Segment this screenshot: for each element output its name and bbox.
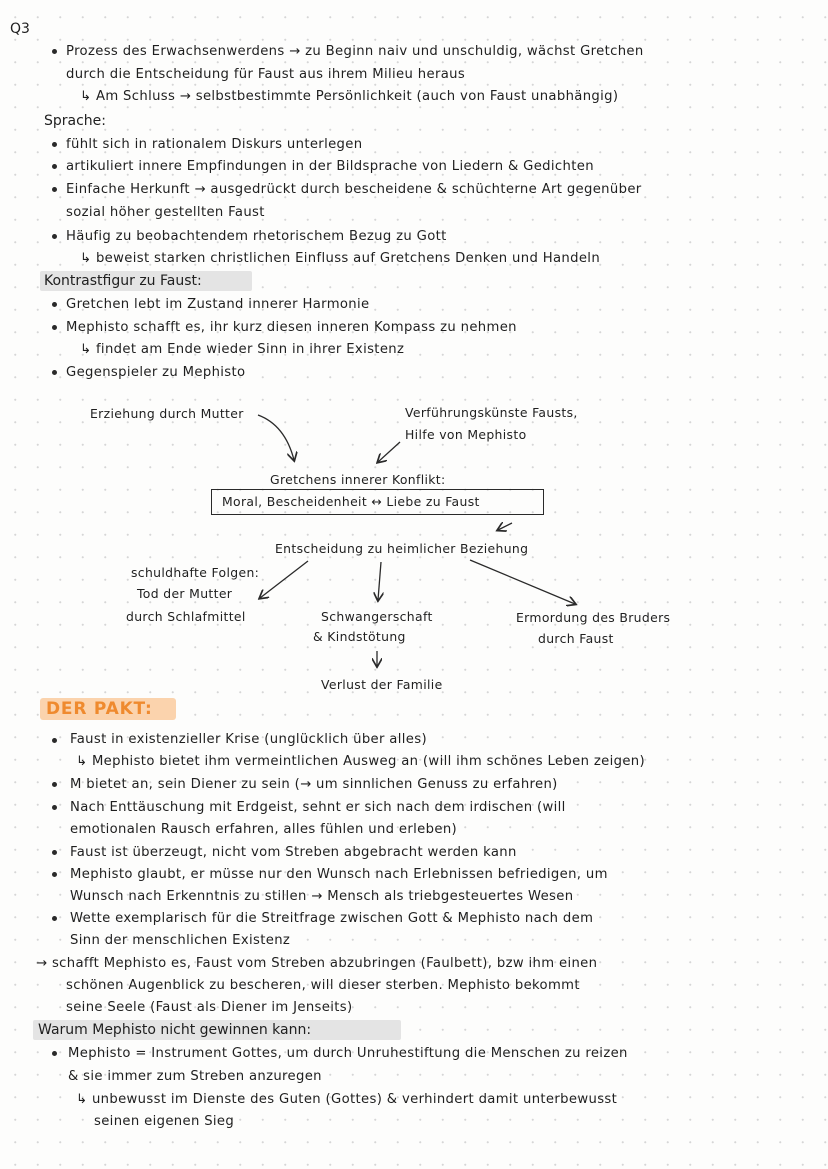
- text-line: ↳ Am Schluss → selbstbestimmte Persönlichkeit (auch von Faust unabhängig): [80, 89, 619, 104]
- arrow-to-konflikt-box: [498, 523, 512, 530]
- arrow-to-schwanger: [378, 562, 381, 600]
- bullet: [52, 916, 57, 921]
- text-line: Mephisto = Instrument Gottes, um durch Unruhestiftung die Menschen zu reizen: [68, 1046, 628, 1061]
- text-line: durch die Entscheidung für Faust aus ihrem Milieu heraus: [66, 67, 466, 82]
- text-line: M bietet an, sein Diener zu sein (→ um sinnlichen Genuss zu erfahren): [70, 777, 558, 792]
- text-line: Wunsch nach Erkenntnis zu stillen → Mensch als triebgesteuertes Wesen: [70, 889, 574, 904]
- pakt-heading: DER PAKT:: [46, 699, 153, 719]
- text-line: fühlt sich in rationalem Diskurs unterlegen: [66, 137, 363, 152]
- arrow-verfuehrung-to-konflikt: [378, 442, 400, 462]
- arrow-to-ermordung: [470, 560, 575, 604]
- text-line: Wette exemplarisch für die Streitfrage zwischen Gott & Mephisto nach dem: [70, 911, 594, 926]
- text-line: Faust ist überzeugt, nicht vom Streben abgebracht werden kann: [70, 845, 517, 860]
- text-line: Mephisto glaubt, er müsse nur den Wunsch nach Erlebnissen befriedigen, um: [70, 867, 608, 882]
- text-line: sozial höher gestellten Faust: [66, 205, 265, 220]
- text-line: Faust in existenzieller Krise (unglücklich über alles): [70, 732, 427, 747]
- text-line: seinen eigenen Sieg: [94, 1114, 235, 1129]
- kontrast-heading: Kontrastfigur zu Faust:: [44, 273, 202, 289]
- bullet: [52, 738, 57, 743]
- node-verfuehrung-1: Verführungskünste Fausts,: [405, 405, 578, 420]
- node-entscheidung: Entscheidung zu heimlicher Beziehung: [275, 541, 529, 556]
- warum-heading: Warum Mephisto nicht gewinnen kann:: [38, 1022, 312, 1038]
- text-line: emotionalen Rausch erfahren, alles fühlen und erleben): [70, 822, 458, 837]
- node-schuld-2: Tod der Mutter: [137, 586, 233, 601]
- node-ermordung-2: durch Faust: [538, 631, 614, 646]
- page-label: Q3: [10, 21, 30, 37]
- konflikt-box-text: Moral, Bescheidenheit ↔ Liebe zu Faust: [222, 494, 480, 509]
- text-line: Mephisto schafft es, ihr kurz diesen inneren Kompass zu nehmen: [66, 320, 517, 335]
- node-verlust: Verlust der Familie: [321, 677, 443, 692]
- bullet: [52, 782, 57, 787]
- bullet: [52, 805, 57, 810]
- text-line: ↳ Mephisto bietet ihm vermeintlichen Ausweg an (will ihm schönes Leben zeigen): [76, 754, 645, 769]
- node-erziehung: Erziehung durch Mutter: [90, 406, 244, 421]
- node-schuld-3: durch Schlafmittel: [126, 609, 246, 624]
- node-ermordung-1: Ermordung des Bruders: [516, 610, 671, 625]
- node-schuld-1: schuldhafte Folgen:: [131, 565, 260, 580]
- konflikt-label: Gretchens innerer Konflikt:: [270, 472, 446, 487]
- text-line: Häufig zu beobachtendem rhetorischem Bezug zu Gott: [66, 229, 447, 244]
- text-line: ↳ beweist starken christlichen Einfluss auf Gretchens Denken und Handeln: [80, 251, 601, 266]
- text-line: ↳ findet am Ende wieder Sinn in ihrer Existenz: [80, 342, 405, 357]
- text-line: → schafft Mephisto es, Faust vom Streben abzubringen (Faulbett), bzw ihm einen: [36, 956, 598, 971]
- text-line: artikuliert innere Empfindungen in der Bildsprache von Liedern & Gedichten: [66, 159, 594, 174]
- text-line: Prozess des Erwachsenwerdens → zu Beginn naiv und unschuldig, wächst Gretchen: [66, 44, 644, 59]
- text-line: Nach Enttäuschung mit Erdgeist, sehnt er sich nach dem irdischen (will: [70, 800, 566, 815]
- text-line: ↳ unbewusst im Dienste des Guten (Gottes) & verhindert damit unterbewusst: [76, 1092, 618, 1107]
- text-line: Sinn der menschlichen Existenz: [70, 933, 291, 948]
- arrow-to-schuld: [260, 561, 308, 598]
- sprache-heading: Sprache:: [44, 113, 107, 129]
- text-line: seine Seele (Faust als Diener im Jenseits): [66, 1000, 353, 1015]
- bullet: [52, 850, 57, 855]
- bullet: [52, 872, 57, 877]
- node-schwanger-1: Schwangerschaft: [321, 609, 433, 624]
- text-line: Einfache Herkunft → ausgedrückt durch bescheidene & schüchterne Art gegenüber: [66, 182, 642, 197]
- text-line: & sie immer zum Streben anzuregen: [68, 1069, 322, 1084]
- node-verfuehrung-2: Hilfe von Mephisto: [405, 427, 527, 442]
- text-line: schönen Augenblick zu bescheren, will dieser sterben. Mephisto bekommt: [66, 978, 580, 993]
- text-line: Gretchen lebt im Zustand innerer Harmonie: [66, 297, 370, 312]
- bullet: [52, 1051, 57, 1056]
- arrow-erziehung-to-konflikt: [258, 415, 294, 460]
- text-line: Gegenspieler zu Mephisto: [66, 365, 246, 380]
- node-schwanger-2: & Kindstötung: [313, 629, 406, 644]
